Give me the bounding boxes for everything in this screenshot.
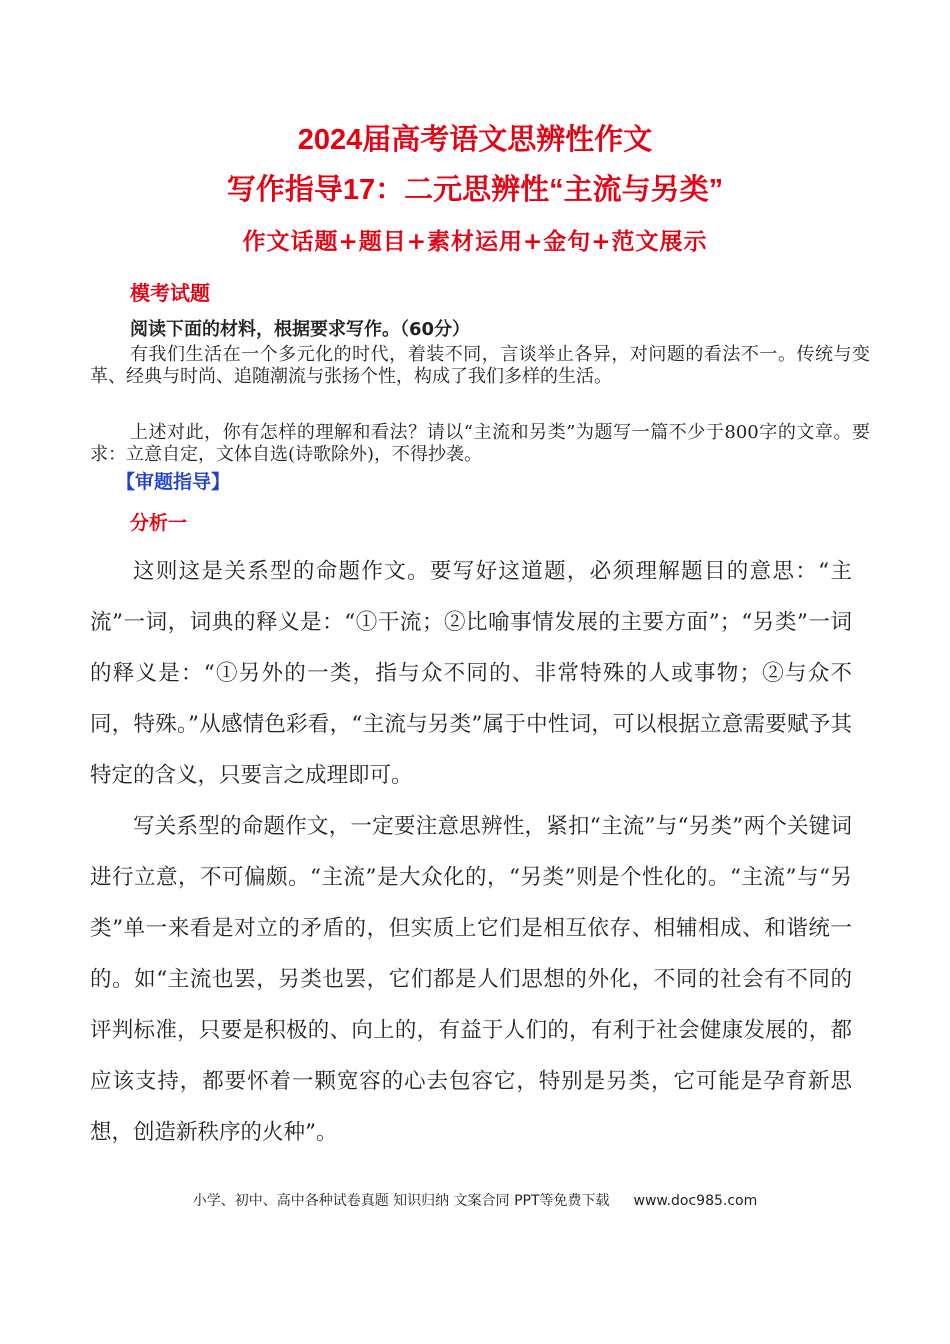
analysis-paragraph-1: 这则这是关系型的命题作文。要写好这道题，必须理解题目的意思：“主流”一词，词典的释义是：“①干流；②比喻事情发展的主要方面”；“另类”一词的释义是：“①另外的一类，指与众不同的、非常特殊的人或事物；②与众不同，特殊。”从感情色彩看，“主流与另类”属于中性词，可以根据立意需要赋予其特定的含义，只要言之成理即可。	[90, 559, 852, 788]
footer-text: 小学、初中、高中各种试卷真题 知识归纳 文案合同 PPT等免费下载	[192, 1193, 610, 1209]
document-tagline: 作文话题+题目+素材运用+金句+范文展示	[242, 228, 708, 255]
exam-heading: 模考试题	[130, 281, 210, 305]
analysis-heading: 分析一	[130, 512, 188, 534]
analysis-paragraph-2: 写关系型的命题作文，一定要注意思辨性，紧扣“主流”与“另类”两个关键词进行立意，不可偏颇。“主流”是大众化的，“另类”则是个性化的。“主流”与“另类”单一来看是对立的矛盾的，但实质上它们是相互依存、相辅相成、和谐统一的。如“主流也罢，另类也罢，它们都是人们思想的外化，不同的社会有不同的评判标准，只要是积极的、向上的，有益于人们的，有利于社会健康发展的，都应该支持，都要怀着一颗宽容的心去包容它，特别是另类，它可能是孕育新思想，创造新秩序的火种”。	[90, 814, 852, 1145]
document-title: 2024届高考语文思辨性作文	[297, 124, 653, 156]
review-guide-heading: 【审题指导】	[116, 471, 231, 493]
page-footer	[0, 1190, 950, 1212]
material-paragraph-2: 上述对此，你有怎样的理解和看法？请以“主流和另类”为题写一篇不少于800字的文章。要求：立意自定，文体自选(诗歌除外)，不得抄袭。	[90, 422, 870, 465]
document-subtitle: 写作指导17：二元思辨性“主流与另类”	[226, 174, 724, 206]
footer-url[interactable]: www.doc985.com	[633, 1193, 758, 1209]
material-paragraph-1: 有我们生活在一个多元化的时代，着装不同，言谈举止各异，对问题的看法不一。传统与变革、经典与时尚、追随潮流与张扬个性，构成了我们多样的生活。	[90, 344, 870, 387]
exam-instruction: 阅读下面的材料，根据要求写作。（60分）	[130, 319, 471, 340]
